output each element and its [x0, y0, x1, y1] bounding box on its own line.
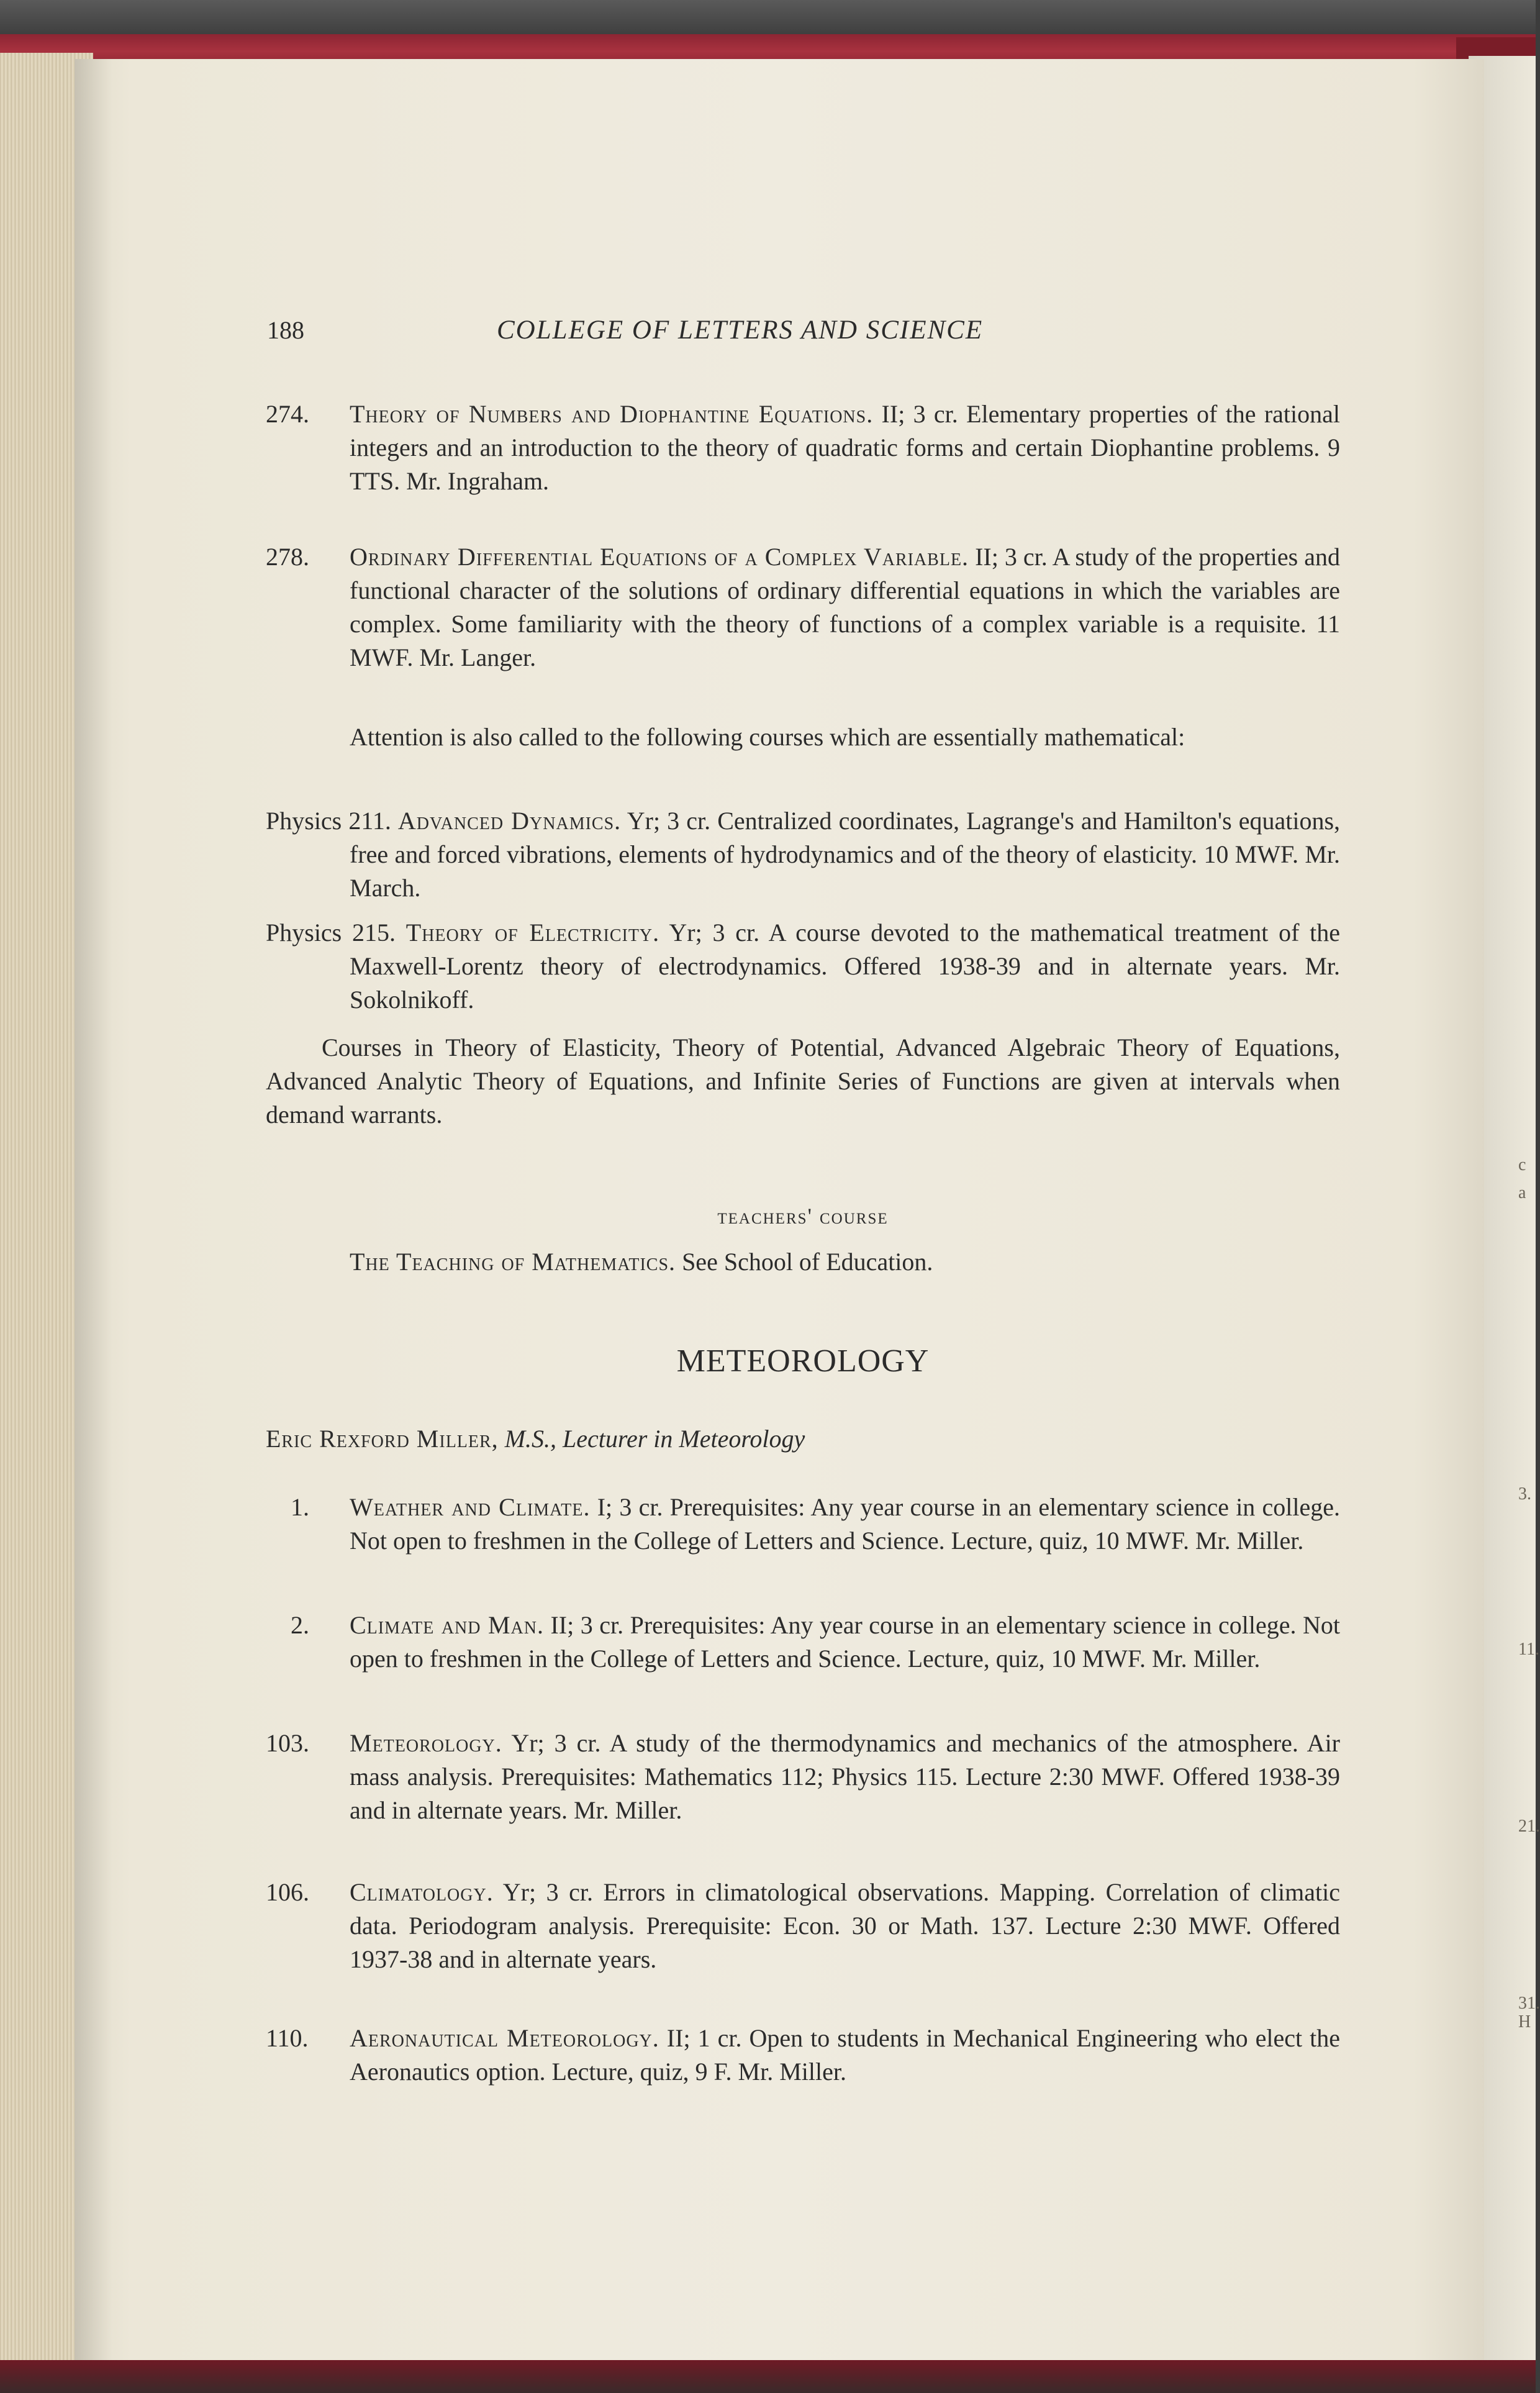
course-title: The Teaching of Mathematics. — [350, 1248, 676, 1276]
attention-note: Attention is also called to the following courses which are essentially mathematical: — [350, 723, 1185, 751]
margin-fragment: 21. — [1518, 1817, 1540, 1836]
course-number: 274. — [266, 400, 309, 428]
intervals-note: Courses in Theory of Elasticity, Theory of Potential, Advanced Algebraic Theory of Equations, Advanced Analytic Theory of Equations, and Infinite Series of Functions are given at intervals when demand warrants. — [266, 1033, 1340, 1128]
course-entry — [266, 397, 1340, 498]
course-title: Theory of Numbers and Diophantine Equations. — [350, 400, 874, 428]
course-text: I; 3 cr. Prerequisites: Any year course in an elementary science in college. Not open to freshmen in the College of Letters and Science. Lecture, quiz, 10 MWF. Mr. Miller. — [350, 1493, 1341, 1555]
course-description — [266, 916, 1341, 1017]
course-text: Yr; 3 cr. Centralized coordinates, Lagrange's and Hamilton's equations, free and forced vibrations, elements of hydrodynamics and of the theory of elasticity. 10 MWF. Mr. March. — [350, 807, 1341, 902]
course-description — [350, 1876, 1340, 1976]
course-description — [350, 1491, 1340, 1558]
physics-course-entry — [266, 804, 1340, 905]
course-text: II; 3 cr. Prerequisites: Any year course in an elementary science in college. Not open to freshmen in the College of Letters and Science. Lecture, quiz, 10 MWF. Mr. Miller. — [350, 1611, 1340, 1673]
course-number: 106. — [266, 1878, 309, 1906]
page-number: 188 — [267, 316, 304, 344]
course-text: Yr; 3 cr. A course devoted to the mathematical treatment of the Maxwell-Lorentz theory of electrodynamics. Offered 1938-39 and in alternate years. Mr. Sokolnikoff. — [350, 919, 1341, 1014]
course-text: II; 3 cr. A study of the properties and functional character of the solutions of ordinary differential equations in which the variables are complex. Some familiarity with the theory of functions of a complex variable is a requisite. 11 MWF. Mr. Langer. — [350, 543, 1341, 671]
course-description — [350, 1609, 1340, 1676]
course-entry — [266, 2022, 1340, 2089]
margin-fragment: 11. — [1518, 1640, 1539, 1659]
course-entry — [266, 1609, 1340, 1676]
course-title: Weather and Climate. — [350, 1493, 591, 1521]
course-text: See School of Education. — [682, 1248, 933, 1276]
course-entry — [266, 1491, 1340, 1558]
margin-fragment: a — [1518, 1183, 1526, 1202]
course-description — [266, 804, 1341, 905]
margin-fragment: 31. — [1518, 1994, 1540, 2013]
course-entry — [266, 1727, 1340, 1827]
teachers-course-heading — [266, 1199, 1340, 1233]
course-description — [350, 540, 1340, 674]
teachers-course-label: teachers' course — [717, 1204, 889, 1228]
course-description — [350, 2022, 1340, 2089]
course-number: Physics 211. — [266, 807, 391, 835]
course-title: Climatology. — [350, 1878, 494, 1906]
faculty-line — [266, 1422, 1340, 1456]
teachers-course-entry — [266, 1245, 1340, 1279]
course-number: 1. — [291, 1493, 309, 1521]
margin-fragment: H — [1518, 2012, 1531, 2032]
meteorology-title: METEOROLOGY — [676, 1343, 930, 1379]
course-entry — [266, 1876, 1340, 1976]
running-header — [267, 314, 1335, 351]
course-number: 278. — [266, 543, 309, 571]
course-number: Physics 215. — [266, 919, 396, 947]
course-title: Theory of Electricity. — [405, 919, 660, 947]
margin-fragment: 3. — [1518, 1484, 1531, 1504]
course-number: 103. — [266, 1729, 309, 1757]
course-text: Yr; 3 cr. A study of the thermodynamics and mechanics of the atmosphere. Air mass analysis. Prerequisites: Mathematics 112; Physics 115. Lecture 2:30 MWF. Offered 1938-39 and in alternate years. Mr. Miller. — [350, 1729, 1340, 1824]
course-description — [350, 1727, 1340, 1827]
course-text: Yr; 3 cr. Errors in climatological observations. Mapping. Correlation of climatic data. Periodogram analysis. Prerequisite: Econ. 30 or Math. 137. Lecture 2:30 MWF. Offered 1937-38 and in alternate years. — [350, 1878, 1341, 1973]
faculty-name: Eric Rexford Miller, — [266, 1425, 499, 1453]
course-entry — [266, 540, 1340, 674]
course-title: Aeronautical Meteorology. — [350, 2024, 659, 2052]
course-title: Meteorology. — [350, 1729, 502, 1757]
course-number: 2. — [291, 1611, 309, 1639]
running-title: COLLEGE OF LETTERS AND SCIENCE — [497, 316, 984, 345]
course-title: Ordinary Differential Equations of a Complex Variable. — [350, 543, 969, 571]
course-title: Advanced Dynamics. — [397, 807, 622, 835]
course-number: 110. — [266, 2024, 309, 2052]
course-text: II; 1 cr. Open to students in Mechanical Engineering who elect the Aeronautics option. Lecture, quiz, 9 F. Mr. Miller. — [350, 2024, 1340, 2086]
physics-course-entry — [266, 916, 1340, 1017]
section-heading — [266, 1345, 1340, 1380]
faculty-title: M.S., Lecturer in Meteorology — [504, 1425, 805, 1453]
course-text: II; 3 cr. Elementary properties of the rational integers and an introduction to the theory of quadratic forms and certain Diophantine problems. 9 TTS. Mr. Ingraham. — [350, 400, 1340, 495]
course-title: Climate and Man. — [350, 1611, 544, 1639]
margin-fragment: c — [1518, 1155, 1526, 1174]
course-description — [350, 397, 1340, 498]
